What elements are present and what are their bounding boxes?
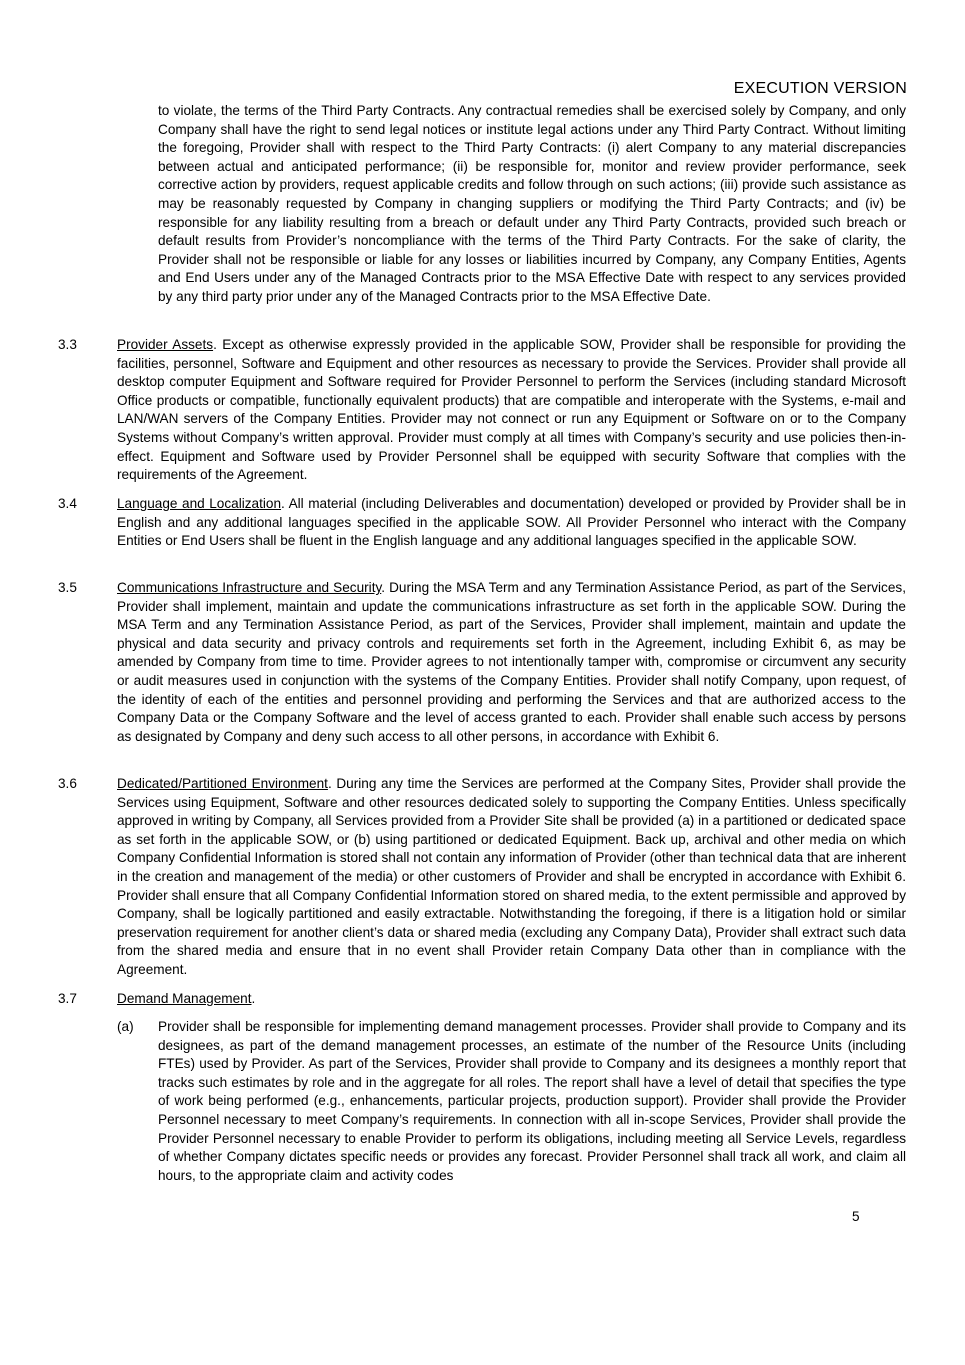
section-text: . Except as otherwise expressly provided in the applicable SOW, Provider shall be responsible for providing the facilities, personnel, Software and Equipment and other resources as necessary to provide the Services. Provider shall provide all desktop computer Equipment and Software required for Provider Personnel to perform the Services (including standard Microsoft Office products or compatible, functionally equivalent products) that are compatible and interoperate with the Systems, e-mail and LAN/WAN servers of the Company Entities. Provider may not connect or run any Equipment or Software on or to the Company Systems without Company’s written approval. Provider must comply at all times with Company’s security and use policies then-in-effect. Equipment and Software used by Provider Personnel shall be equipped with security Software that complies with the requirements of the Agreement. [117,337,906,483]
section-heading: Communications Infrastructure and Security [117,580,382,595]
subsection-body: Provider shall be responsible for implementing demand management processes. Provider shall provide to Company and its designees, as part of the demand management processes, an estimate of the number of the Resource Units (including FTEs) used by Provider. As part of the Services, Provider shall provide to Company and its designees a monthly report that tracks such estimates by role and in the aggregate for all roles. The report shall have a level of detail that specifies the type of work being performed (e.g., enhancements, particular projects, production support). Provider shall provide the Provider Personnel necessary to meet Company’s requirements. In connection with all in-scope Services, Provider shall provide the Provider Personnel necessary to enable Provider to perform its obligations, including meeting all Service Levels, regardless of whether Company dictates specific needs or provides any forecast. Provider Personnel shall track all work, and claim all hours, to the appropriate claim and activity codes [158,1019,906,1183]
section-text: . [251,991,256,1006]
section-body [117,990,906,1009]
section-number: 3.3 [58,337,77,352]
section-number: 3.6 [58,776,77,791]
section-heading: Dedicated/Partitioned Environment [117,776,328,791]
continuation-paragraph: to violate, the terms of the Third Party Contracts. Any contractual remedies shall be exercised solely by Company, and only Company shall have the right to send legal notices or institute legal actions under any Third Party Contract. Without limiting the foregoing, Provider shall with respect to the Third Party Contracts: (i) alert Company to any material discrepancies between actual and anticipated performance; (ii) be responsible for, monitor and review provider performance, seek corrective action by providers, request applicable credits and follow through on such actions; (iii) provide such assistance as may be reasonably requested by Company in changing suppliers or modifying the Third Party Contracts; and (iv) be responsible for any liability resulting from a breach or default under any Third Party Contracts, provided such breach or default results from Provider’s noncompliance with the terms of the Third Party Contracts. For the sake of clarity, the Provider shall not be responsible or liable for any losses or liabilities incurred by Company, any Company Entities, Agents and End Users under any of the Managed Contracts prior to the MSA Effective Date with respect to any services provided by any third party prior under any of the Managed Contracts prior to the MSA Effective Date. [158,103,906,304]
section-text: . During any time the Services are performed at the Company Sites, Provider shall provide the Services using Equipment, Software and other resources dedicated solely to supporting the Company Entities. Unless specifically approved in writing by Company, all Services provided from a Provider Site shall be provided (a) in a partitioned or dedicated space as set forth in the applicable SOW, or (b) using partitioned or dedicated Equipment. Back up, archival and other media on which Company Confidential Information is stored shall not contain any information of Provider (other than technical data that are inherent in the creation and management of the media) or other customers of Provider and shall be encrypted in accordance with Exhibit 6. Provider shall ensure that all Company Confidential Information stored on shared media, to the extent permissible and approved by Company, shall be logically partitioned and easily extractable. Notwithstanding the foregoing, if there is a litigation hold or similar preservation requirement for another client’s data or shared media (excluding any Company Data), Provider shall extract such data from the shared media and ensure that in no event shall Provider retain Company Data other than in compliance with the Agreement. [117,776,906,977]
section-heading: Demand Management [117,991,252,1006]
section-heading: Provider Assets [117,337,214,352]
section-number: 3.5 [58,580,77,595]
section-number: 3.4 [58,496,77,511]
section-heading: Language and Localization [117,496,282,511]
section-text: . During the MSA Term and any Termination Assistance Period, as part of the Services, Provider shall implement, maintain and update the communications infrastructure as set forth in the applicable SOW. During the MSA Term and any Termination Assistance Period, as part of the Services, Provider shall implement, maintain and update the physical and data security and privacy controls and requirements set forth in the Agreement, including Exhibit 6, as may be amended by Company from time to time. Provider agrees to not intentionally tamper with, compromise or circumvent any security or audit measures used in conjunction with the systems of the Company Entities. Provider shall notify Company, upon request, of the identity of each of the entities and personnel providing and performing the Services and that are authorized access to the Company Data or the Company Software and the level of access granted to each. Provider shall enable such access by persons as designated by Company and deny such access to all other persons, in accordance with Exhibit 6. [117,580,906,744]
section-body [117,775,906,980]
section-body [117,579,906,746]
section-number: 3.7 [58,991,77,1006]
subsection-label: (a) [117,1019,134,1034]
document-header-label: EXECUTION VERSION [733,80,907,97]
section-body [117,495,906,551]
section-body [117,336,906,485]
section-text: . All material (including Deliverables and documentation) developed or provided by Provider shall be in English and any additional languages specified in the applicable SOW. All Provider Personnel who interact with the Company Entities or End Users shall be fluent in the English language and any additional languages specified in the applicable SOW. [117,496,906,549]
page-number: 5 [852,1209,860,1224]
